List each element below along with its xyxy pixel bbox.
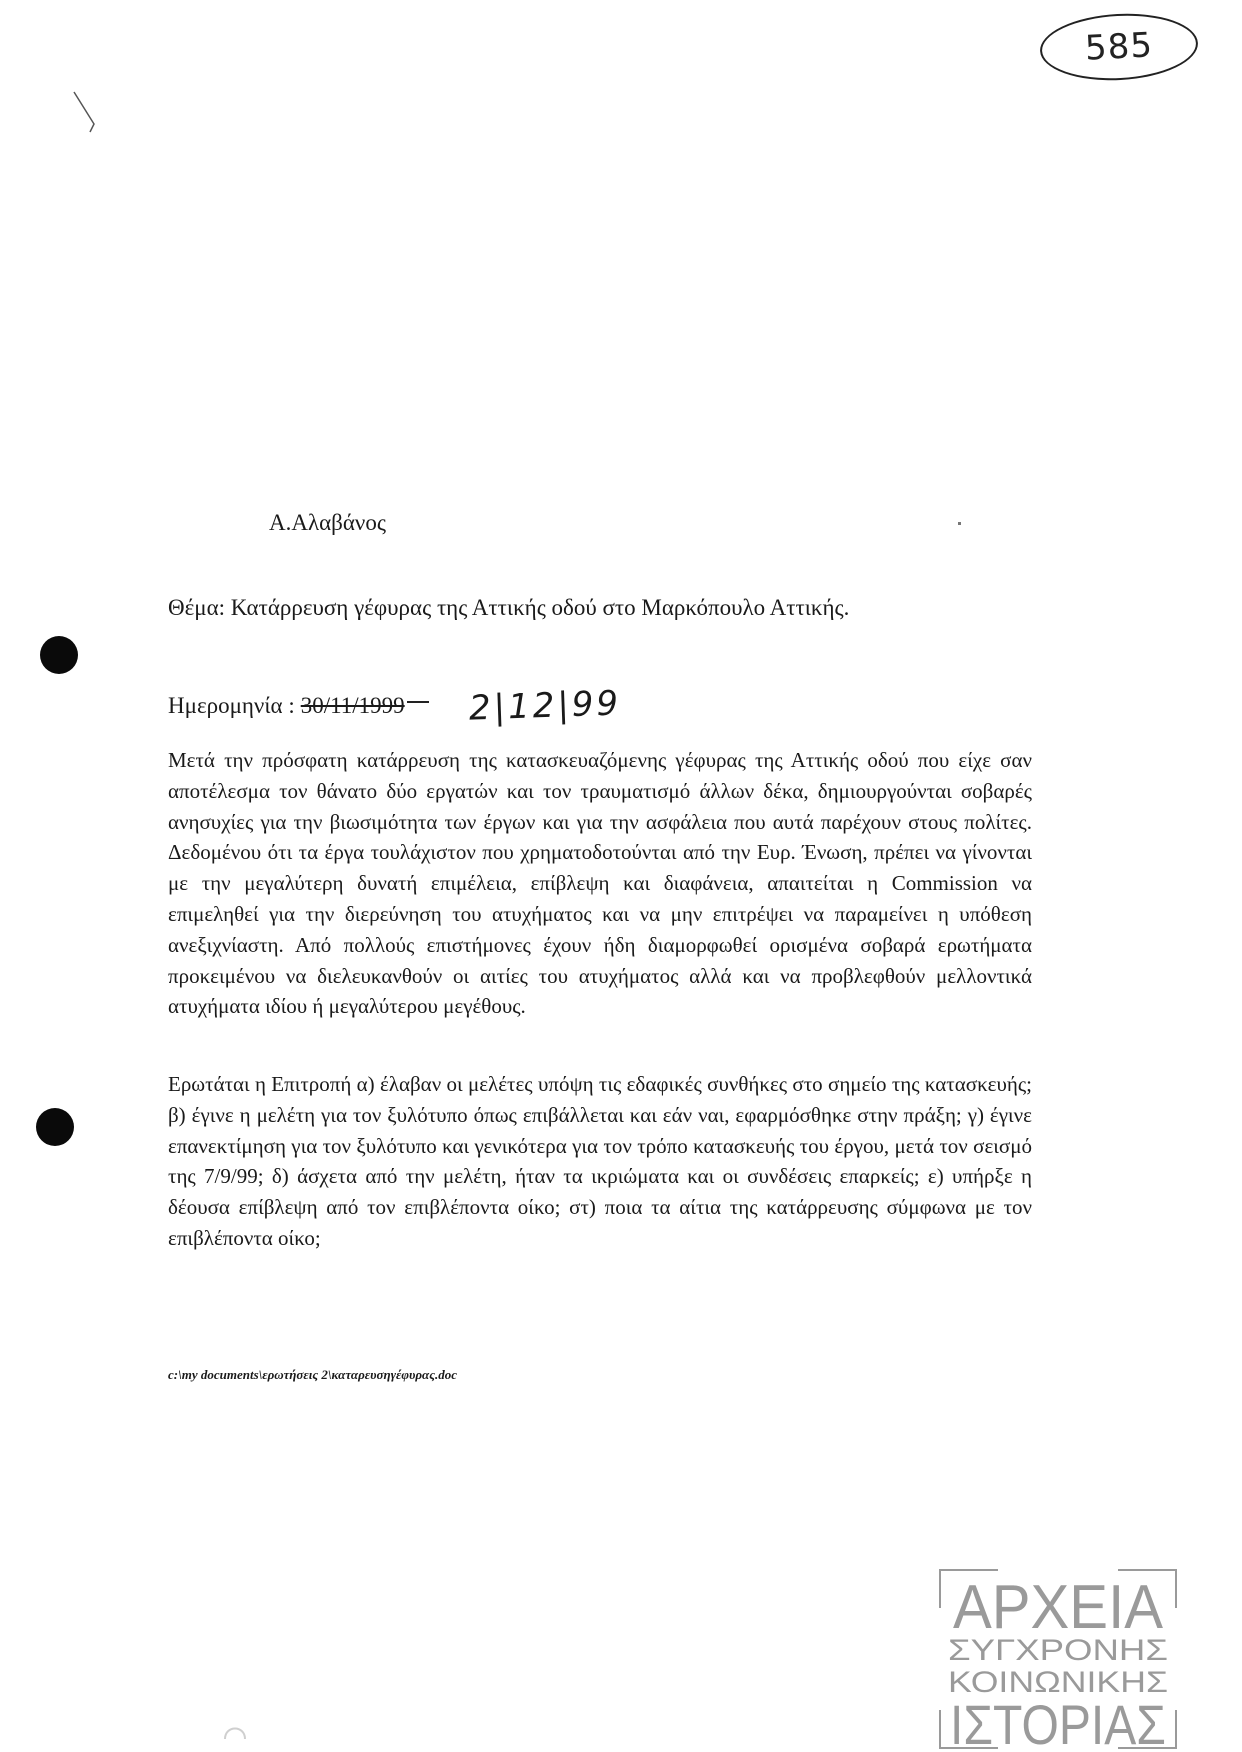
page-number: 585: [1084, 25, 1154, 69]
archive-line-2: ΣΥΓΧΡΟΝΗΣ: [948, 1634, 1168, 1667]
date-struck-value: 30/11/1999: [300, 693, 405, 718]
subject-text: Κατάρρευση γέφυρας της Αττικής οδού στο Μαρκόπουλο Αττικής.: [230, 595, 850, 620]
strike-tail: [407, 701, 429, 703]
date-line: [168, 682, 622, 729]
archive-line-4: ΙΣΤΟΡΙΑΣ: [950, 1693, 1166, 1750]
archive-stamp-logo: [938, 1568, 1178, 1750]
punch-hole-top: [40, 636, 78, 674]
page-number-stamp: [1038, 10, 1199, 84]
scan-speck: [958, 522, 961, 525]
date-label: Ημερομηνία :: [168, 693, 295, 718]
file-path-footer: c:\my documents\ερωτήσεις 2\καταρευσηγέφυρας.doc: [168, 1367, 458, 1382]
tick-mark-icon: [70, 88, 100, 138]
archive-line-3: ΚΟΙΝΩΝΙΚΗΣ: [948, 1666, 1168, 1699]
body-paragraph-2: Ερωτάται η Επιτροπή α) έλαβαν οι μελέτες υπόψη τις εδαφικές συνθήκες στο σημείο της κατασκευής; β) έγινε η μελέτη για τον ξυλότυπο όπως επιβάλλεται και εάν ναι, εφαρμόσθηκε στην πράξη; γ) έγινε επανεκτίμηση για τον ξυλότυπο και γενικότερα για τον τρόπο κατασκευής του έργου, μετά τον σεισμό της 7/9/99; δ) άσχετα από την μελέτη, ήταν τα ικριώματα και οι συνδέσεις επαρκείς; ε) υπήρξε η δέουσα επίβλεψη από τον επιβλέποντα οίκο; στ) ποια τα αίτια της κατάρρευσης σύμφωνα με τον επιβλέποντα οίκο;: [168, 1072, 1032, 1250]
subject-line: [168, 595, 849, 621]
punch-hole-bottom: [36, 1108, 74, 1146]
faint-mark-icon: [222, 1719, 248, 1741]
date-handwritten-value: 2|12|99: [468, 683, 622, 729]
subject-label: Θέμα:: [168, 595, 226, 620]
author-name: Α.Αλαβάνος: [269, 510, 386, 535]
archive-line-1: ΑΡΧΕΙΑ: [953, 1573, 1164, 1642]
body-paragraph-1: Μετά την πρόσφατη κατάρρευση της κατασκευαζόμενης γέφυρας της Αττικής οδού που είχε σαν αποτέλεσμα τον θάνατο δύο εργατών και τον τραυματισμό άλλων δέκα, δημιουργούνται σοβαρές ανησυχίες για την βιωσιμότητα των έργων και για την ασφάλεια που αυτά παρέχουν στους πολίτες. Δεδομένου ότι τα έργα τουλάχιστον που χρηματοδοτούνται από την Ευρ. Ένωση, πρέπει να γίνονται με την μεγαλύτερη δυνατή επιμέλεια, επίβλεψη και διαφάνεια, απαιτείται η Commission να επιμεληθεί για την διερεύνηση του ατυχήματος και να μην επιτρέψει να παραμείνει η υπόθεση ανεξιχνίαστη. Από πολλούς επιστήμονες έχουν ήδη διαμορφωθεί ορισμένα σοβαρά ερωτήματα προκειμένου να διελευκανθούν οι αιτίες του ατυχήματος αλλά και να προβλεφθούν μελλοντικά ατυχήματα ιδίου ή μεγαλύτερου μεγέθους.: [168, 748, 1032, 1019]
